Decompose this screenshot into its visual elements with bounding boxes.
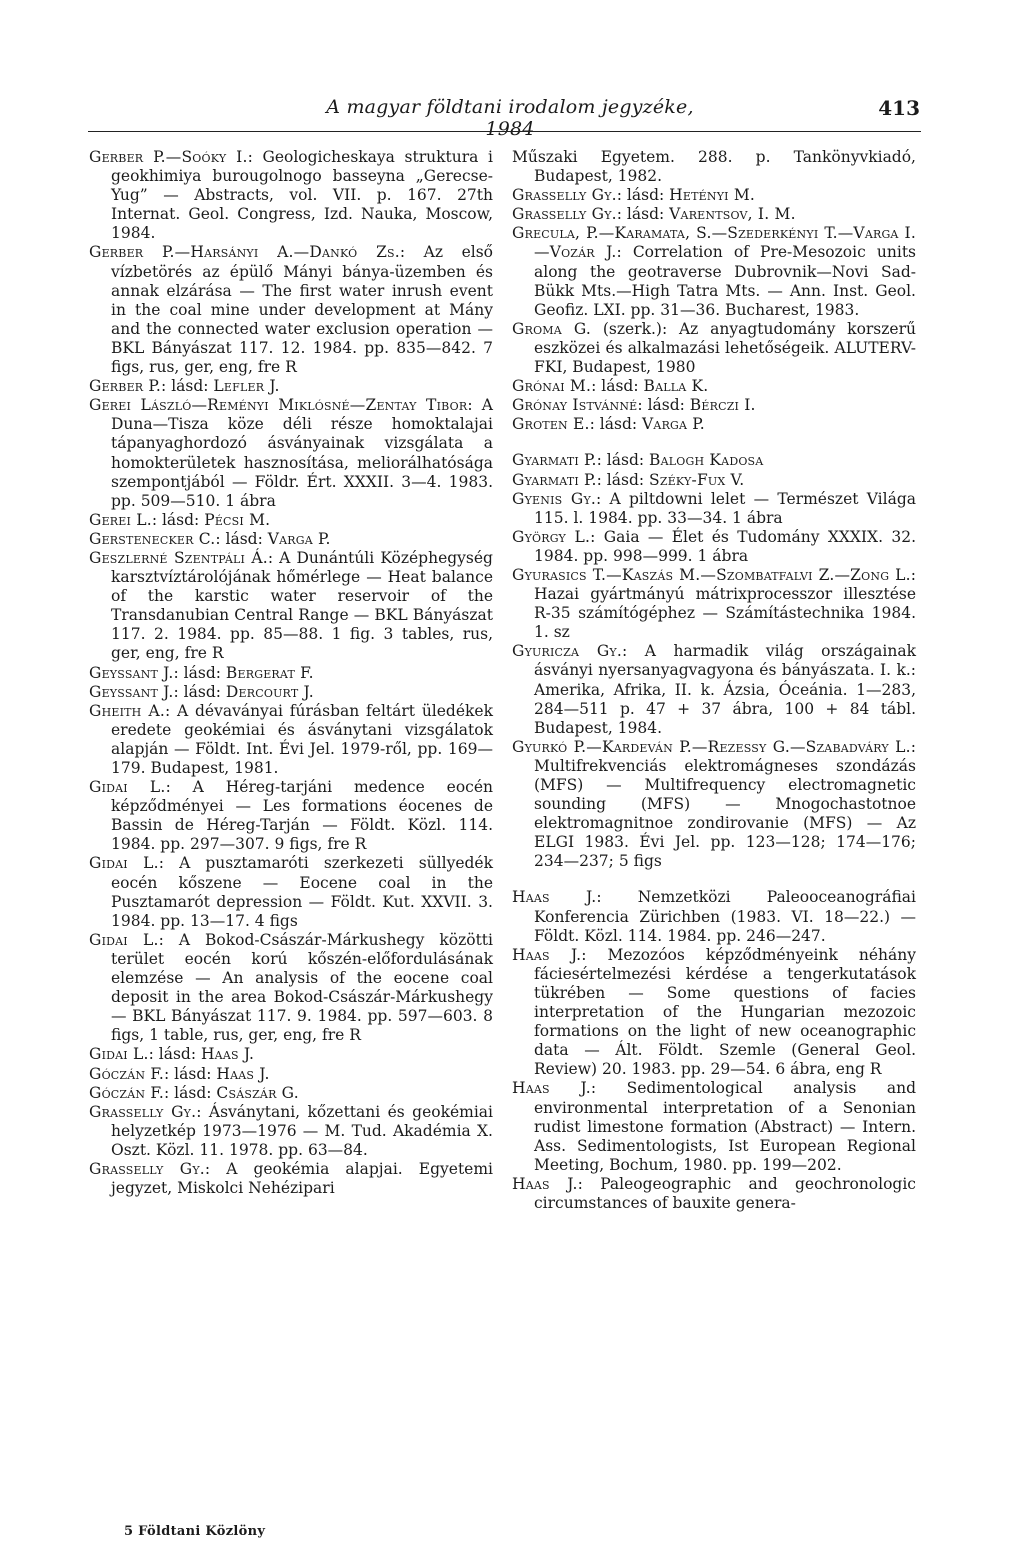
bibliography-entry xyxy=(512,528,916,566)
entry-author: Haas J. xyxy=(512,1079,591,1098)
entry-author: Gidai L. xyxy=(89,778,166,797)
page-footer: 5 Földtani Közlöny xyxy=(124,1524,266,1539)
bibliography-entry xyxy=(89,1045,493,1064)
entry-text: : A geokémia alapjai. Egyetemi jegyzet, Miskolci Nehézipari xyxy=(111,1159,493,1198)
entry-text: : lásd: xyxy=(591,377,644,396)
running-header-title: A magyar földtani irodalom jegyzéke, 1984 xyxy=(326,96,694,140)
bibliography-entry xyxy=(512,888,916,945)
entry-author: Gyuricza Gy. xyxy=(512,642,623,661)
entry-cross-reference: Hetényi M. xyxy=(669,186,756,205)
entry-cross-reference: Varga P. xyxy=(267,529,331,548)
entry-text: : lásd: xyxy=(589,415,643,434)
entry-author: Grónay Istvánné xyxy=(512,396,638,415)
entry-text: : A pusztamaróti szerkezeti süllyedék eocén kőszene — Eocene coal in the Pusztamarót depression — Földt. Kut. XXVII. 3. 1984. pp. 13—17. 4 figs xyxy=(111,854,493,930)
bibliography-entry xyxy=(512,224,916,319)
entry-cross-reference: Dercourt J. xyxy=(225,682,314,701)
bibliography-entry xyxy=(512,396,916,415)
entry-text: : Az első vízbetörés az épülő Mányi bánya-üzemben és annak elzárása — The first water inrush event in the coal mine under development at Mány and the connected water exclusion operation — BKL Bányászat 117. 12. 1984. pp. 835—842. 7 figs, rus, ger, eng, fre R xyxy=(111,243,494,377)
entry-cross-reference: Balla K. xyxy=(643,377,709,396)
bibliography-entry xyxy=(89,243,493,377)
entry-author: Haas J. xyxy=(512,888,597,907)
bibliography-entry xyxy=(89,396,493,511)
entry-text: : lásd: xyxy=(148,1045,201,1064)
entry-cross-reference: Pécsi M. xyxy=(204,510,271,529)
entry-text: : Paleogeographic and geochronologic circumstances of bauxite genera- xyxy=(534,1174,916,1212)
bibliography-entry xyxy=(89,702,493,778)
entry-author: Gidai L. xyxy=(89,1045,149,1064)
entry-text: : Ásványtani, kőzettani és geokémiai helyzetkép 1973—1976 — M. Tud. Akadémia X. Oszt. Közl. 11. 1978. pp. 63—84. xyxy=(111,1102,494,1159)
entry-text: : lásd: xyxy=(173,663,226,682)
bibliography-entry xyxy=(512,320,916,377)
bibliography-entry xyxy=(512,566,916,642)
entry-author: Gidai L. xyxy=(89,854,159,873)
entry-author: Gyarmati P. xyxy=(512,451,597,470)
entry-author: Gyenis Gy. xyxy=(512,489,597,508)
bibliography-entry xyxy=(512,471,916,490)
entry-text: : Mezozóos képződményeink néhány fáciesértelmezési kérdése a tengerkutatások tükrében — Some questions of facies interpretation of the Hungarian mezozoic formations on the light of new oceanographic data — Ált. Földt. Szemle (General Geol. Review) 20. 1983. pp. 29—54. 6 ábra, eng R xyxy=(534,945,916,1079)
entry-author: Groten E. xyxy=(512,415,590,434)
entry-author: Gidai L. xyxy=(89,930,159,949)
entry-text: : Hazai gyártmányú mátrixprocesszor illesztése R-35 számítógéphez — Számítástechnika 1984. 1. sz xyxy=(534,565,916,642)
entry-text: : lásd: xyxy=(616,205,670,224)
entry-author: Grasselly Gy. xyxy=(89,1102,197,1121)
entry-text: : lásd: xyxy=(164,1083,217,1102)
entry-text: : A dévaványai fúrásban feltárt üledékek eredete geokémiai és ásványtani vizsgálatok alapján — Földt. Int. Évi Jel. 1979-ről, pp. 169—179. Budapest, 1981. xyxy=(111,701,493,777)
entry-text: : lásd: xyxy=(616,186,670,205)
entry-text: : A piltdowni lelet — Természet Világa 115. l. 1984. pp. 33—34. 1 ábra xyxy=(534,489,916,527)
entry-cross-reference: Balogh Kadosa xyxy=(649,451,764,470)
entry-author: Góczán F. xyxy=(89,1064,165,1083)
entry-author: Haas J. xyxy=(512,945,582,964)
entry-cross-reference: Haas J. xyxy=(216,1064,270,1083)
entry-author: Grasselly Gy. xyxy=(512,205,617,224)
bibliography-entry xyxy=(512,186,916,205)
entry-text: : lásd: xyxy=(161,377,214,396)
entry-author: Gerber P.—Soóky I. xyxy=(89,148,248,166)
entry-author: Gyurasics T.—Kaszás M.—Szombatfalvi Z.—Zong L. xyxy=(512,565,911,584)
entry-author: Grasselly Gy. xyxy=(512,186,617,205)
entry-text: : A Bokod-Császár-Márkushegy közötti terület eocén korú kőszén-előfordulásának elemzése — An analysis of the eocene coal deposit in the area Bokod-Császár-Márkushegy — BKL Bányászat 117. 9. 1984. pp. 597—603. 8 figs, 1 table, rus, ger, eng, fre R xyxy=(111,930,493,1045)
entry-text: : A Dunántúli Középhegység karsztvíztárolójának hőmérlege — Heat balance of the karstic water reservoir of the Transdanubian Central Range — BKL Bányászat 117. 2. 1984. pp. 85—88. 1 fig. 3 tables, rus, ger, eng, fre R xyxy=(111,548,493,663)
entry-text: : lásd: xyxy=(596,451,650,470)
bibliography-entry xyxy=(512,451,916,470)
entry-text: : Gaia — Élet és Tudomány XXXIX. 32. 1984. pp. 998—999. 1 ábra xyxy=(534,527,916,565)
bibliography-entry xyxy=(89,511,493,530)
bibliography-entry xyxy=(89,664,493,683)
entry-author: Groma G. xyxy=(512,319,592,338)
entry-text: Műszaki Egyetem. 288. p. Tankönyvkiadó, Budapest, 1982. xyxy=(512,148,916,186)
entry-text: : Geologicheskaya struktura i geokhimiya burougolnogo basseyna „Gerecse-Yug” — Abstracts, vol. VII. p. 167. 27th Internat. Geol. Congress, Izd. Nauka, Moscow, 1984. xyxy=(111,148,493,243)
entry-text: : A harmadik világ országainak ásványi nyersanyagvagyona és bányászata. I. k.: Amerika, Afrika, II. k. Ázsia, Óceánia. 1—283, 284—511 p. 47 + 37 ábra, 100 + 84 tábl. Budapest, 1984. xyxy=(534,642,916,737)
entry-author: Gyarmati P. xyxy=(512,470,597,489)
entry-cross-reference: Bérczi I. xyxy=(689,396,756,415)
entry-text: : lásd: xyxy=(173,682,226,701)
entry-cross-reference: Haas J. xyxy=(200,1045,255,1064)
entry-text: : lásd: xyxy=(637,396,690,415)
entry-text: : A Duna—Tisza köze déli része homoktalajai tápanyaghordozó ásványainak vizsgálata a homokterületek hasznosítása, meliorálhatósága szempontjából — Földr. Ért. XXXII. 3—4. 1983. pp. 509—510. 1 ábra xyxy=(111,396,493,510)
entry-cross-reference: Bergerat F. xyxy=(225,663,314,682)
entry-text: : lásd: xyxy=(215,529,268,548)
bibliography-entry xyxy=(512,415,916,434)
bibliography-entry xyxy=(89,931,493,1046)
entry-text: : A Héreg-tarjáni medence eocén képződményei — Les formations éocenes de Bassin de Héreg-Tarján — Földt. Közl. 114. 1984. pp. 297—307. 9 figs, fre R xyxy=(111,778,493,854)
entry-text: : lásd: xyxy=(596,470,650,489)
entry-author: Gerei L. xyxy=(89,510,152,529)
bibliography-entry xyxy=(89,778,493,854)
entry-author: Góczán F. xyxy=(89,1083,165,1102)
bibliography-entry xyxy=(512,490,916,528)
bibliography-entry xyxy=(89,1065,493,1084)
entry-author: György L. xyxy=(512,527,591,546)
entry-author: Grónai M. xyxy=(512,377,592,396)
entry-author: Gerstenecker C. xyxy=(89,529,216,548)
entry-author: Gerber P. xyxy=(89,377,162,396)
bibliography-entry xyxy=(512,738,916,872)
bibliography-entry xyxy=(512,946,916,1080)
bibliography-entry xyxy=(512,1175,916,1213)
bibliography-entry xyxy=(89,1084,493,1103)
entry-cross-reference: Lefler J. xyxy=(213,377,280,396)
entry-author: Gerber P.—Harsányi A.—Dankó Zs. xyxy=(89,243,400,262)
entry-author: Gyurkó P.—Kardeván P.—Rezessy G.—Szabadváry L. xyxy=(512,737,911,756)
entry-author: Gheith A. xyxy=(89,701,165,720)
entry-text: : Correlation of Pre-Mesozoic units along the geotraverse Dubrovnik—Novi Sad-Bükk Mts.—High Tatra Mts. — Ann. Inst. Geol. Geofiz. LXI. pp. 31—36. Bucharest, 1983. xyxy=(534,243,917,319)
entry-text: : lásd: xyxy=(151,510,205,529)
left-column xyxy=(89,148,493,1198)
bibliography-entry xyxy=(512,642,916,737)
bibliography-entry xyxy=(89,549,493,664)
bibliography-entry xyxy=(512,205,916,224)
bibliography-entry xyxy=(89,1160,493,1198)
bibliography-entry xyxy=(89,854,493,930)
right-column xyxy=(512,148,916,1213)
page-number: 413 xyxy=(878,96,920,120)
entry-text: (szerk.): Az anyagtudomány korszerű eszközei és alkalmazási lehetőségeik. ALUTERV-FKI, Budapest, 1980 xyxy=(534,319,916,377)
entry-author: Grecula, P.—Karamata, S.—Szederkényi T.—Varga I.—Vozár J. xyxy=(512,224,916,262)
entry-cross-reference: Varentsov, I. M. xyxy=(669,205,796,224)
entry-author: Geyssant J. xyxy=(89,682,174,701)
entry-author: Geszlerné Szentpáli Á. xyxy=(89,548,268,567)
entry-cross-reference: Varga P. xyxy=(642,415,705,434)
entry-author: Grasselly Gy. xyxy=(89,1159,205,1178)
bibliography-entry xyxy=(89,148,493,243)
bibliography-entry xyxy=(512,148,916,186)
bibliography-entry xyxy=(89,530,493,549)
bibliography-entry xyxy=(89,1103,493,1160)
bibliography-entry xyxy=(512,1079,916,1174)
entry-cross-reference: Széky-Fux V. xyxy=(649,470,745,489)
entry-author: Haas J. xyxy=(512,1174,578,1193)
bibliography-entry xyxy=(512,377,916,396)
entry-text: : Sedimentological analysis and environmental interpretation of a Senonian rudist limestone formation (Abstract) — Intern. Ass. Sedimentologists, Ist European Regional Meeting, Bochum, 1980. pp. 199—202. xyxy=(534,1079,916,1174)
entry-author: Geyssant J. xyxy=(89,663,174,682)
entry-cross-reference: Császár G. xyxy=(216,1083,299,1102)
entry-text: : Multifrekvenciás elektromágneses szondázás (MFS) — Multifrequency electromagnetic sounding (MFS) — Mnogochastotnoe elektromagnitnoe zondirovanie (MFS) — Az ELGI 1983. Évi Jel. pp. 123—128; 174—176; 234—237; 5 figs xyxy=(534,737,916,871)
bibliography-entry xyxy=(89,377,493,396)
entry-author: Gerei László—Reményi Miklósné—Zentay Tibor xyxy=(89,396,468,415)
entry-text: : Nemzetközi Paleooceanográfiai Konferencia Zürichben (1983. VI. 18—22.) — Földt. Közl. 114. 1984. pp. 246—247. xyxy=(534,888,916,945)
bibliography-entry xyxy=(89,683,493,702)
header-rule xyxy=(88,131,921,132)
entry-text: : lásd: xyxy=(164,1064,217,1083)
